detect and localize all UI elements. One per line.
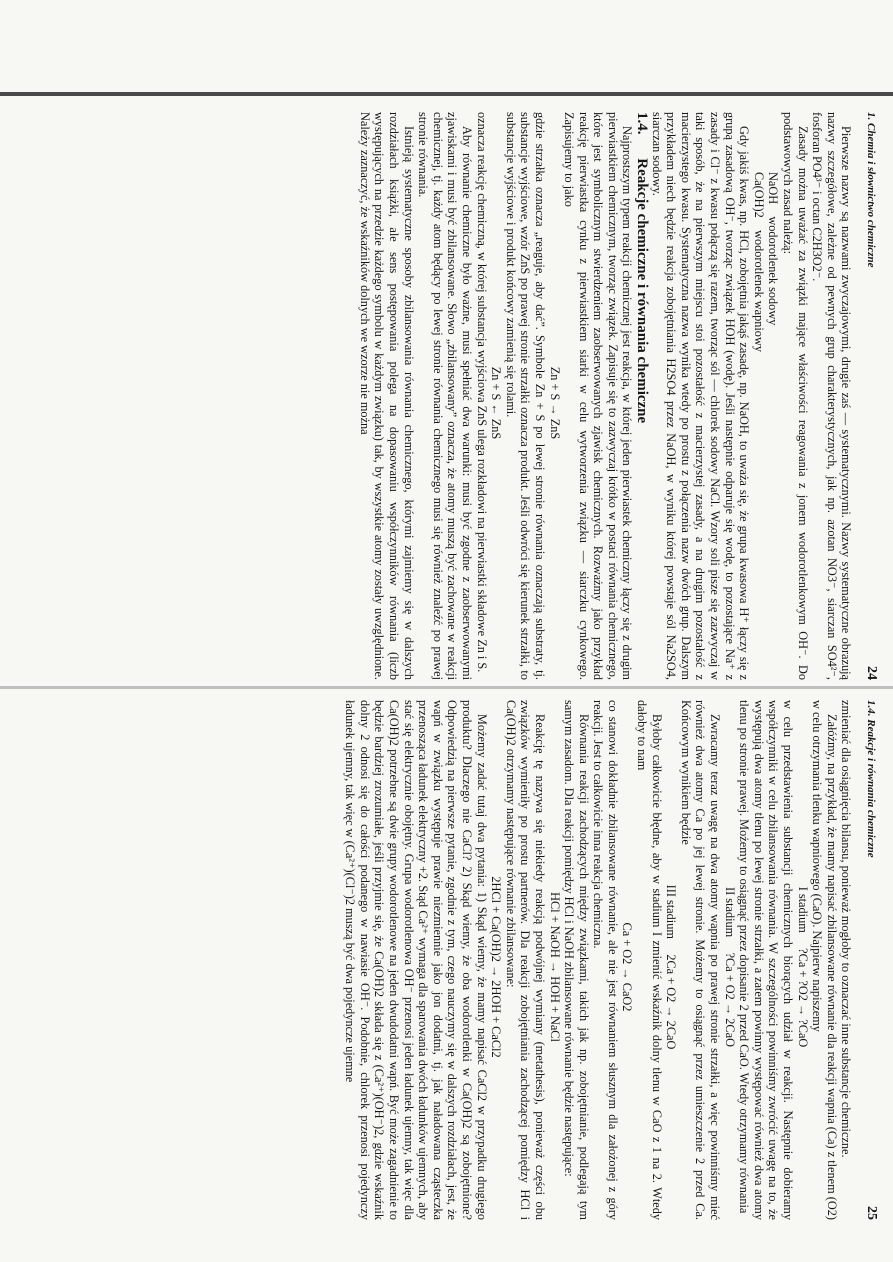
section-paragraph-1: Najprostszym typem reakcji chemicznej jest reakcja, w której jeden pierwiastek chemiczny łączy się z drugim pierwiastkiem chemicznym, tworząc związek. Zapisuje się to zazwyczaj krótko w postaci równania chemicznego, które jest symbolicznym stwierdzeniem zaobserwowanych zjawisk chemicznych. Rozważmy jako przykład reakcję pierwiastka cynku z pierwiastkiem siarki w celu wytworzenia związku — siarczku cynkowego. Zapisujemy to jako [562,112,635,680]
section-paragraph-5: Istnieją systematyczne sposoby zbilansowania równania chemicznego, którymi zajmiemy się w dalszych rozdziałach książki, ale sens postępowania polega na dopasowaniu współczynników równania (liczb występujących na przedzie każdego symbolu w każdym związku) tak, by wszystkie atomy zostały uwzględnione. Należy zaznaczyć, że wskaźników dolnych we wzorze nie można [357,112,416,680]
paragraph-5: Byłoby całkowicie błędne, aby w stadium I zmienić wskaźnik dolny tlenu w CaO z 1 na 2. Wtedy dałoby to nam [635,700,664,1220]
paragraph-2: Załóżmy, na przykład, że mamy napisać zbilansowane równanie dla reakcji wapnia (Ca) z tlenem (O2) w celu otrzymania tlenku wapniowego (CaO). Najpierw napiszemy [810,700,839,1220]
paragraph-9: Możemy zadać tutaj dwa pytania: 1) Skąd wiemy, że mamy napisać CaCl2 w przypadku drugiego produktu? Dlaczego nie CaCl? 2) Skąd wiemy, że oba wodorotlenki w Ca(OH)2 są zobojętnione? Odpowiedzią na pierwsze pytanie, zgodnie z tym, czego nauczymy się w dalszych rozdziałach, jest, że wapń w związku występuje prawie niezmiennie jako jon dodatni, tj. jak naładowana cząsteczka przenosząca ładunek elektryczny +2. Stąd Ca²⁺ wymaga dla sparowania dwóch ładunków ujemnych, aby stać się elektrycznie obojętny. Grupa wodorotlenowa OH⁻ przenosi jeden ładunek ujemny, tak więc dla Ca(OH)2 potrzebne są dwie grupy wodorotlenowe na jeden dwudodatni wapń. Być może zagadnienie to będzie bardziej zrozumiałe, jeśli przyjmie się, że Ca(OH)2 składa się z (Ca²⁺)(OH⁻)2, gdzie wskaźnik dolny 2 odnosi się do całości podanego w nawiasie OH⁻. Podobnie, chlorek przenosi pojedynczy ładunek ujemny, tak więc w (Ca²⁺)(Cl⁻)2 muszą być dwa pojedyncze ujemne [343,700,489,1220]
base-row-naoh [766,112,781,680]
paragraph-1: zmieniać dla osiągnięcia bilansu, ponieważ mogłoby to oznaczać inne substancje chemiczne. [839,700,854,1158]
stage-3 [664,700,679,1220]
section-heading [635,112,650,680]
equation-wrong: Ca + O2 → CaO2 [620,922,635,1012]
right-page [158,700,878,1220]
scan-edge-top [0,92,893,96]
paragraph-8: Reakcję tę nazywa się niekiedy reakcją podwójnej wymiany (metathesis), ponieważ części obu związków wymieniły po prostu partnerów. Dla reakcji zobojętniania zachodzącej pomiędzy HCl i Ca(OH)2 otrzymamy następujące równanie zbilansowane: [503,700,547,1220]
equation-zns: Zn + S → ZnS [547,366,562,440]
left-page [158,112,878,680]
paragraph-4: Zwracamy teraz uwagę na dwa atomy wapnia po prawej stronie strzałki, a więc powinniśmy mieć również dwa atomy Ca po jej lewej stronie. Możemy to osiągnąć przez umieszczenie 2 przed Ca. Końcowym wynikiem będzie [678,700,723,1220]
stage-equation: ?Ca + ?O2 → ?CaO [795,948,810,1048]
equation-calcium: 2HCl + Ca(OH)2 → 2HOH + CaCl2 [489,876,504,1058]
running-head-left: 1. Chemia i słownictwo chemiczne [865,112,877,268]
equation-neutralization: HCl + NaOH → HOH + NaCl [547,892,562,1042]
section-paragraph-2: gdzie strzałka oznacza „reaguje, aby dać”. Symbole Zn + S po lewej stronie równania oznaczają substraty, tj. substancje wyjściowe, wzór ZnS po prawej stronie strzałki oznacza produkt. Jeśli odwróci się kierunek strzałki, to substancje wyjściowe i produkt końcowy zamienią się rolami. [503,112,547,680]
stage-equation: 2Ca + O2 → 2CaO [664,954,679,1050]
paragraph-6: co stanowi dokładnie zbilansowane równanie, ale nie jest równaniem słusznym dla założonej z góry reakcji. Jest to całkowicie inna reakcja chemiczna. [591,700,620,1220]
bases-intro: Zasady można uważać za związki mające właściwości reagowania z jonem wodorotlenkowym OH⁻. Do podstawowych zasad należą: [781,112,810,680]
page-number-left: 24 [864,666,879,680]
scan-fold-line [0,686,893,689]
stage-equation: ?Ca + O2 → 2CaO [722,952,737,1047]
base-row-caoh2 [751,112,766,680]
acid-paragraph: Gdy jakiś kwas, np. HCl, zobojętnia jakąś zasadę, np. NaOH, to uważa się, że grupa kwasowa H⁺ łączy się z grupą zasadową OH⁻, tworząc związek HOH (wodę). Jeśli następnie odparuje się wodę, to pozostające Na⁺ z zasady i Cl⁻ z kwasu połączą się razem, tworząc sól — chlorek sodowy NaCl. Wzory soli pisze się zazwyczaj w taki sposób, że na pierwszym miejscu stoi pozostałość z macierzystej zasady, a na drugim pozostałość z macierzystego kwasu. Systematyczna nazwa wynika wtedy po prostu z połączenia nazw dwóch grup. Dalszym przykładem niech będzie reakcja zobojętniania H2SO4 przez NaOH, w wyniku której powstaje sól Na2SO4, siarczan sodowy. [649,112,752,680]
base-name: wodorotlenek wapniowy [751,230,766,352]
section-paragraph-3: oznacza reakcję chemiczną, w której substancja wyjściowa ZnS ulega rozkładowi na pierwiastki składowe Zn i S. [474,112,489,673]
paragraph-3: w celu przedstawienia substancji chemicznych biorących udział w reakcji. Następnie dobieramy współczynniki w celu zbilansowania równania. W szczególności powinniśmy zwrócić uwagę na to, że występują dwa atomy tlenu po lewej stronie strzałki, a zatem powinny występować również dwa atomy tlenu po stronie prawej. Możemy to osiągnąć przez dopisanie 2 przed CaO. Wtedy otrzymamy równania [737,700,796,1220]
stage-1 [795,700,810,1220]
stage-label: I stadium [795,886,810,933]
stage-label: II stadium [722,887,737,938]
paragraph-7: Równania reakcji zachodzących między związkami, takich jak np. zobojętnianie, podlegają tym samym zasadom. Dla reakcji pomiędzy HCl i NaOH zbilansowane równanie będzie następujące: [562,700,591,1220]
running-head-right: 1.4. Reakcje i równania chemiczne [865,700,877,858]
base-formula: NaOH [766,172,781,205]
base-name: wodorotlenek sodowy [766,216,781,326]
base-formula: Ca(OH)2 [751,172,766,218]
intro-paragraph: Pierwsze nazwy są nazwami zwyczajowymi, drugie zaś — systematycznymi. Nazwy systematyczne obrazują nazwy szczegółowe, zależne od pewnych grup charakterystycznych, jak np. azotan NO3⁻, siarczan SO4²⁻, fosforan PO4³⁻ i octan C2H3O2⁻. [810,112,854,680]
equation-zns-reverse: Zn + S ← ZnS [489,366,504,440]
section-title: Reakcje chemiczne i równania chemiczne [634,158,651,424]
page-number-right: 25 [864,1206,879,1220]
section-number: 1.4. [634,112,651,135]
section-paragraph-4: Aby równanie chemiczne było ważne, musi spełniać dwa warunki: musi być zgodne z zaobserwowanymi zjawiskami i musi być zbilansowane. Słowo „zbilansowany” oznacza, że atomy muszą być zachowane w reakcji chemicznej, tj. każdy atom będący po lewej stronie równania chemicznego musi się również znaleźć po prawej stronie równania. [416,112,474,680]
stage-label: III stadium [664,884,679,939]
stage-2 [722,700,737,1220]
